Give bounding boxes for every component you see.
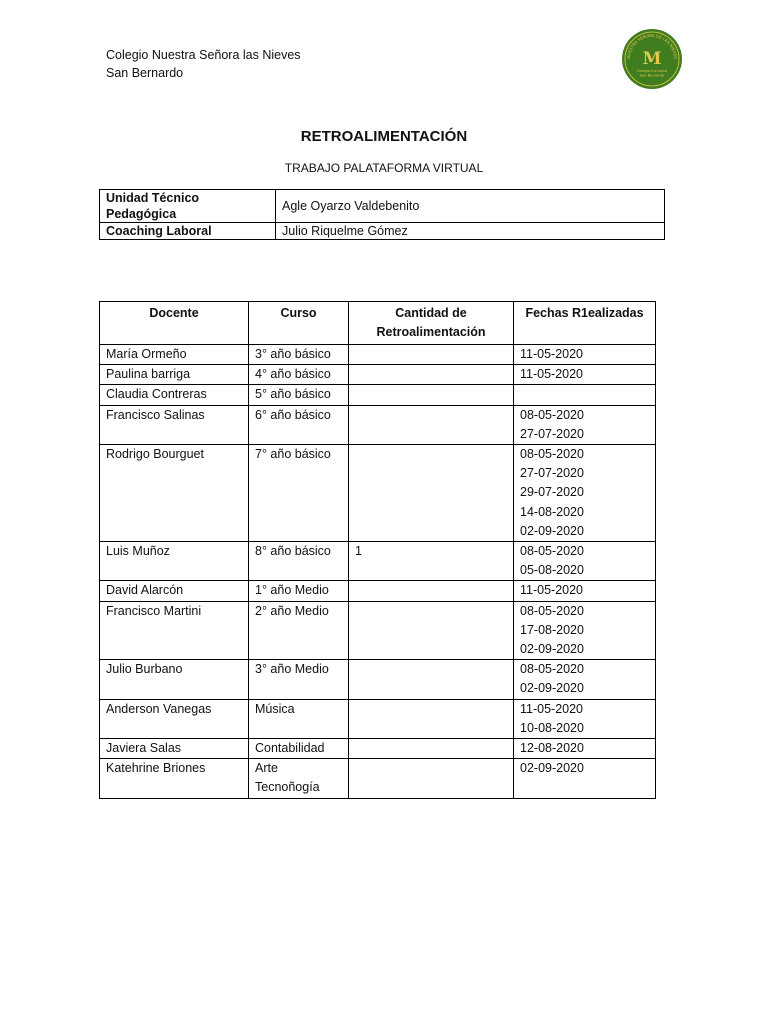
cell-curso: 3° año básico — [249, 345, 349, 365]
fecha-item: 11-05-2020 — [520, 347, 584, 361]
cell-docente: Anderson Vanegas — [100, 699, 249, 738]
cell-fechas — [514, 601, 656, 660]
cell-curso: 7° año básico — [249, 445, 349, 542]
info-value: Julio Riquelme Gómez — [276, 223, 665, 240]
table-row — [100, 739, 656, 759]
cell-docente: Francisco Salinas — [100, 405, 249, 444]
cell-docente: Katehrine Briones — [100, 759, 249, 798]
cell-cantidad — [349, 581, 514, 601]
school-logo — [620, 28, 684, 90]
cell-fechas — [514, 542, 656, 581]
table-row — [100, 581, 656, 601]
info-row — [100, 190, 665, 223]
cell-curso: 5° año básico — [249, 385, 349, 405]
cell-docente: Rodrigo Bourguet — [100, 445, 249, 542]
cell-curso: 4° año básico — [249, 365, 349, 385]
header-cantidad: Cantidad de Retroalimentación — [349, 302, 514, 345]
fecha-item: 08-05-2020 — [520, 544, 584, 559]
fecha-item: 05-08-2020 — [520, 563, 584, 578]
cell-cantidad — [349, 601, 514, 660]
cell-cantidad — [349, 759, 514, 798]
cell-docente: Javiera Salas — [100, 739, 249, 759]
fecha-item: 08-05-2020 — [520, 603, 584, 618]
cell-docente: María Ormeño — [100, 345, 249, 365]
cell-curso: Arte Tecnoñogía — [249, 759, 349, 798]
cell-docente: Claudia Contreras — [100, 385, 249, 405]
fecha-item: 11-05-2020 — [520, 367, 584, 382]
header-docente: Docente — [100, 302, 249, 345]
logo-line1: Colegio Inclusivo — [636, 69, 668, 73]
fecha-item: 11-05-2020 — [520, 701, 584, 716]
school-header — [106, 46, 301, 82]
table-header-row — [100, 302, 656, 345]
cell-fechas — [514, 405, 656, 444]
feedback-table — [99, 301, 656, 799]
page-title: RETROALIMENTACIÓN — [300, 128, 468, 145]
cell-fechas — [514, 345, 656, 365]
fecha-item: 12-08-2020 — [520, 741, 584, 756]
cell-curso: Contabilidad — [249, 739, 349, 759]
table-row — [100, 445, 656, 542]
cell-fechas — [514, 739, 656, 759]
info-label: Coaching Laboral — [100, 223, 276, 240]
table-row — [100, 365, 656, 385]
fecha-item: 27-07-2020 — [520, 426, 584, 441]
table-body — [100, 345, 656, 799]
header-curso: Curso — [249, 302, 349, 345]
cell-cantidad — [349, 699, 514, 738]
table-row — [100, 405, 656, 444]
cell-fechas — [514, 660, 656, 699]
fecha-item: 08-05-2020 — [520, 662, 584, 677]
fecha-item: 02-09-2020 — [520, 761, 584, 776]
cell-cantidad — [349, 365, 514, 385]
cell-curso: 2° año Medio — [249, 601, 349, 660]
cell-curso: Música — [249, 699, 349, 738]
cell-fechas — [514, 581, 656, 601]
cell-fechas — [514, 759, 656, 798]
table-row — [100, 542, 656, 581]
fecha-item: 29-07-2020 — [520, 485, 584, 500]
fecha-item: 14-08-2020 — [520, 504, 584, 519]
info-row — [100, 223, 665, 240]
logo-arc-text: NUESTRA SEÑORA DE LAS NIEVES — [625, 32, 679, 59]
cell-curso: 8° año básico — [249, 542, 349, 581]
school-city: San Bernardo — [106, 66, 184, 80]
table-row — [100, 759, 656, 798]
fecha-item: 17-08-2020 — [520, 622, 584, 637]
table-row — [100, 345, 656, 365]
cell-cantidad — [349, 739, 514, 759]
table-row — [100, 385, 656, 405]
table-row — [100, 660, 656, 699]
cell-docente: Paulina barriga — [100, 365, 249, 385]
logo-monogram: M — [642, 49, 662, 69]
cell-curso: 3° año Medio — [249, 660, 349, 699]
cell-cantidad — [349, 445, 514, 542]
fecha-item: 02-09-2020 — [520, 523, 584, 538]
cell-cantidad — [349, 345, 514, 365]
header-fechas: Fechas R1ealizadas — [514, 302, 656, 345]
cell-docente: Francisco Martini — [100, 601, 249, 660]
info-table — [99, 189, 665, 240]
table-row — [100, 601, 656, 660]
cell-fechas — [514, 385, 656, 405]
cell-docente: David Alarcón — [100, 581, 249, 601]
cell-fechas — [514, 699, 656, 738]
fecha-item: 02-09-2020 — [520, 642, 584, 657]
table-row — [100, 699, 656, 738]
info-label: Unidad Técnico Pedagógica — [100, 190, 276, 223]
cell-cantidad — [349, 385, 514, 405]
school-name: Colegio Nuestra Señora las Nieves — [106, 48, 301, 62]
cell-docente: Luis Muñoz — [100, 542, 249, 581]
fecha-item: 27-07-2020 — [520, 466, 584, 481]
logo-line2: San Bernardo — [639, 73, 665, 78]
cell-curso: 1° año Medio — [249, 581, 349, 601]
cell-docente: Julio Burbano — [100, 660, 249, 699]
info-value: Agle Oyarzo Valdebenito — [276, 190, 665, 223]
page-subtitle: TRABAJO PALATAFORMA VIRTUAL — [284, 161, 484, 175]
cell-fechas — [514, 365, 656, 385]
cell-curso: 6° año básico — [249, 405, 349, 444]
fecha-item: 10-08-2020 — [520, 720, 584, 735]
cell-fechas — [514, 445, 656, 542]
fecha-item: 02-09-2020 — [520, 681, 584, 696]
cell-cantidad — [349, 660, 514, 699]
fecha-item: 11-05-2020 — [520, 583, 584, 598]
fecha-item: 08-05-2020 — [520, 447, 584, 462]
cell-cantidad — [349, 405, 514, 444]
cell-cantidad: 1 — [349, 542, 514, 581]
fecha-item: 08-05-2020 — [520, 407, 584, 422]
